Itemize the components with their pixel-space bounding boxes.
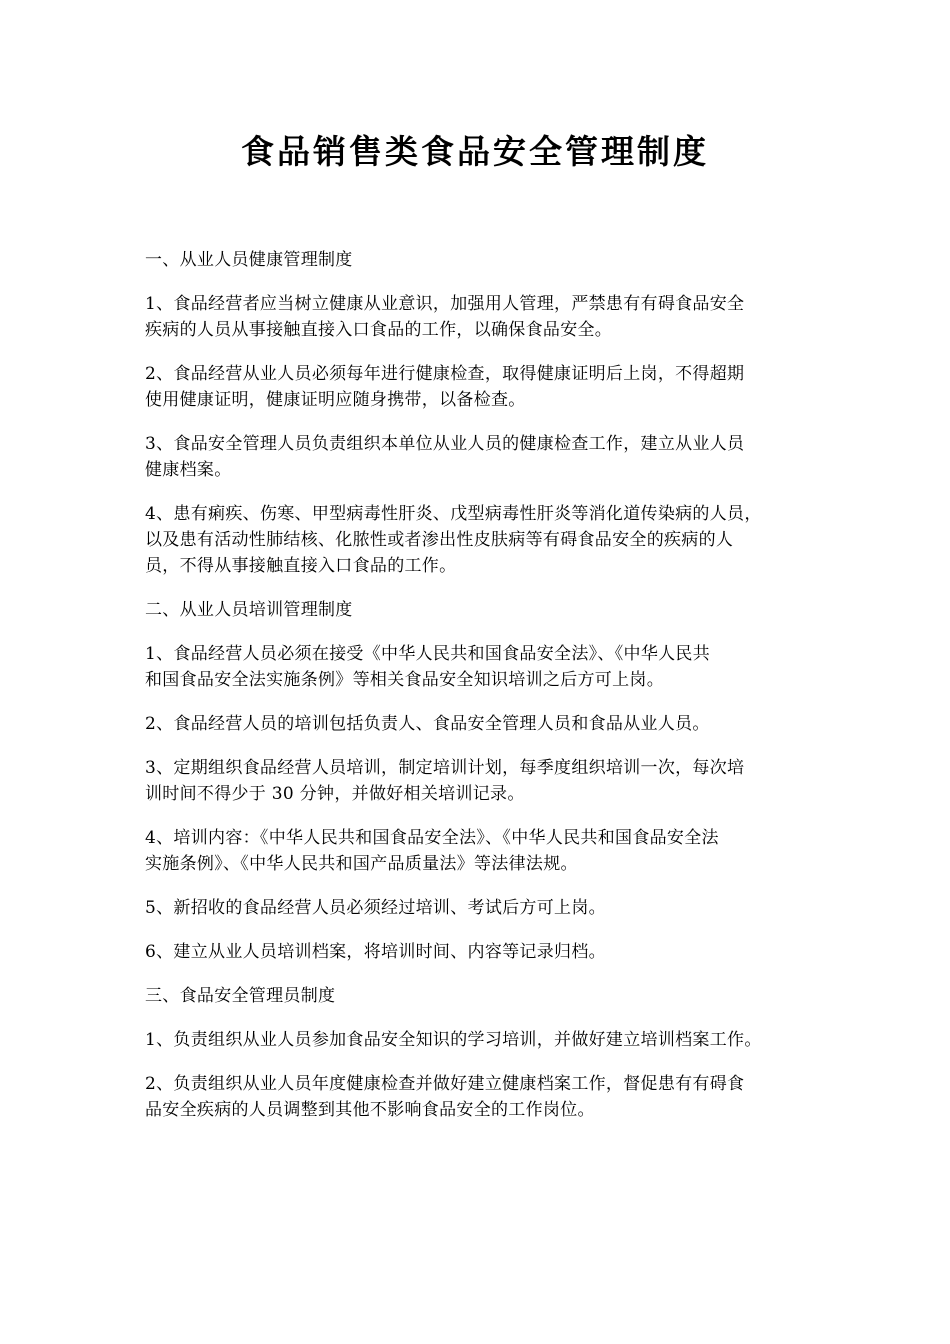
paragraph: 1、食品经营人员必须在接受《中华人民共和国食品安全法》、《中华人民共 和国食品安全法实施条例》等相关食品安全知识培训之后方可上岗。 bbox=[145, 644, 711, 690]
paragraph: 5、新招收的食品经营人员必须经过培训、考试后方可上岗。 bbox=[145, 898, 606, 918]
paragraph: 3、食品安全管理人员负责组织本单位从业人员的健康检查工作，建立从业人员 健康档案。 bbox=[145, 434, 745, 480]
paragraph: 1、负责组织从业人员参加食品安全知识的学习培训，并做好建立培训档案工作。 bbox=[145, 1030, 762, 1050]
document-title: 食品销售类食品安全管理制度 bbox=[241, 132, 709, 171]
paragraph: 2、食品经营人员的培训包括负责人、食品安全管理人员和食品从业人员。 bbox=[145, 714, 710, 734]
paragraph: 3、定期组织食品经营人员培训，制定培训计划，每季度组织培训一次，每次培 训时间不得少于 30 分钟，并做好相关培训记录。 bbox=[145, 758, 745, 804]
paragraph: 1、食品经营者应当树立健康从业意识，加强用人管理，严禁患有有碍食品安全 疾病的人员从事接触直接入口食品的工作，以确保食品安全。 bbox=[145, 294, 745, 340]
section-heading: 三、食品安全管理员制度 bbox=[145, 986, 336, 1006]
paragraph: 4、患有痢疾、伤寒、甲型病毒性肝炎、戊型病毒性肝炎等消化道传染病的人员， 以及患有活动性肺结核、化脓性或者渗出性皮肤病等有碍食品安全的疾病的人 员，不得从事接触直接入口食品的工作。 bbox=[145, 504, 762, 576]
paragraph: 4、培训内容：《中华人民共和国食品安全法》、《中华人民共和国食品安全法 实施条例》、《中华人民共和国产品质量法》等法律法规。 bbox=[145, 828, 719, 874]
document-body bbox=[145, 247, 825, 1141]
section-heading: 二、从业人员培训管理制度 bbox=[145, 600, 353, 620]
paragraph: 2、负责组织从业人员年度健康检查并做好建立健康档案工作，督促患有有碍食 品安全疾病的人员调整到其他不影响食品安全的工作岗位。 bbox=[145, 1074, 745, 1120]
section-heading: 一、从业人员健康管理制度 bbox=[145, 250, 353, 270]
paragraph: 6、建立从业人员培训档案，将培训时间、内容等记录归档。 bbox=[145, 942, 606, 962]
paragraph: 2、食品经营从业人员必须每年进行健康检查，取得健康证明后上岗，不得超期 使用健康证明，健康证明应随身携带，以备检查。 bbox=[145, 364, 745, 410]
